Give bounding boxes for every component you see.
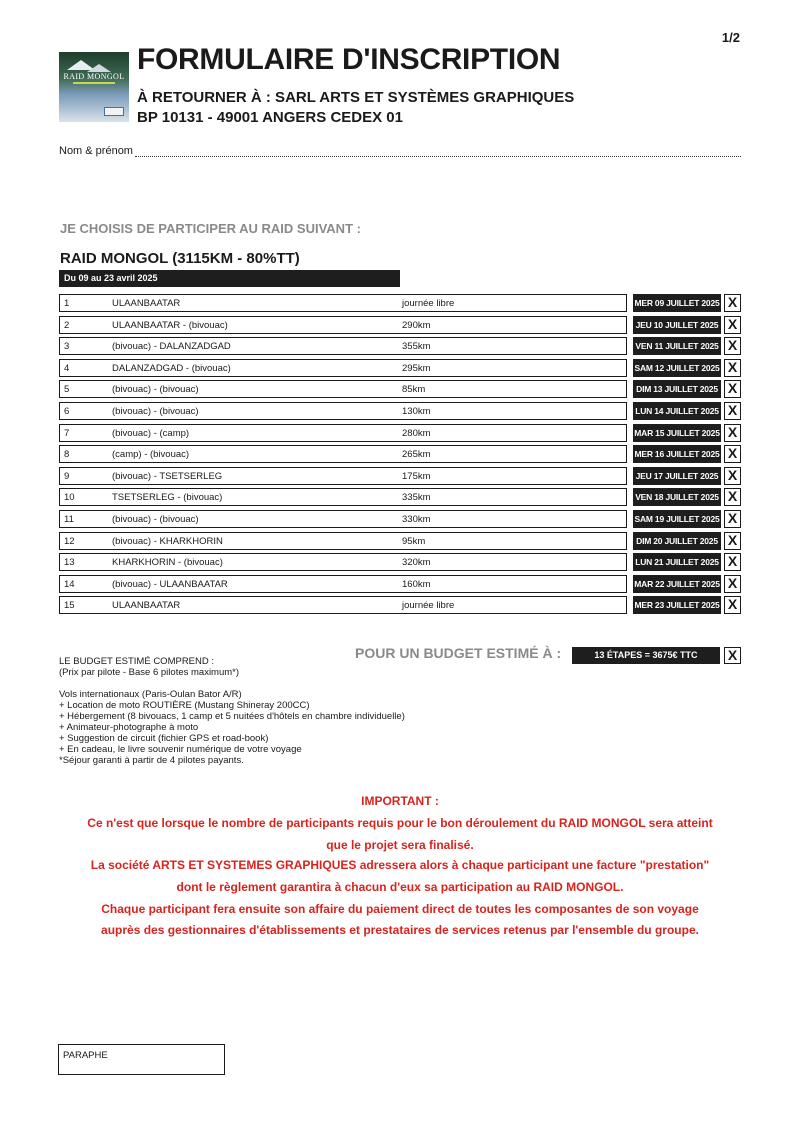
- stage-route: ULAANBAATAR: [112, 600, 181, 611]
- stage-row: [59, 316, 627, 334]
- stage-date: DIM 13 JUILLET 2025: [633, 380, 721, 398]
- includes-item: + Hébergement (8 bivouacs, 1 camp et 5 nuitées d'hôtels en chambre individuelle): [59, 711, 405, 722]
- stage-row: [59, 596, 627, 614]
- stage-checkbox[interactable]: X: [724, 488, 741, 506]
- raid-dates: Du 09 au 23 avril 2025: [59, 270, 400, 287]
- stage-row: [59, 337, 627, 355]
- stage-checkbox[interactable]: X: [724, 359, 741, 377]
- stage-route: DALANZADGAD - (bivouac): [112, 363, 231, 374]
- stage-distance: 160km: [402, 579, 431, 590]
- stage-number: 9: [64, 471, 70, 482]
- stage-date: MAR 15 JUILLET 2025: [633, 424, 721, 442]
- stage-number: 7: [64, 428, 70, 439]
- stage-checkbox[interactable]: X: [724, 337, 741, 355]
- name-field[interactable]: [59, 145, 741, 157]
- raid-mongol-logo: [59, 52, 129, 122]
- stage-checkbox[interactable]: X: [724, 294, 741, 312]
- stage-distance: journée libre: [402, 600, 455, 611]
- stage-date: MER 23 JUILLET 2025: [633, 596, 721, 614]
- stage-date: LUN 14 JUILLET 2025: [633, 402, 721, 420]
- stage-checkbox[interactable]: X: [724, 445, 741, 463]
- stage-distance: 290km: [402, 320, 431, 331]
- important-line: Chaque participant fera ensuite son affaire du paiement direct de toutes les composantes de son voyage: [101, 902, 699, 916]
- includes-subtitle: (Prix par pilote - Base 6 pilotes maximum*): [59, 667, 240, 678]
- stage-checkbox[interactable]: X: [724, 424, 741, 442]
- stage-number: 11: [64, 514, 74, 525]
- return-address-line2: BP 10131 - 49001 ANGERS CEDEX 01: [137, 109, 403, 126]
- stage-number: 14: [64, 579, 75, 590]
- page-title: FORMULAIRE D'INSCRIPTION: [137, 43, 561, 76]
- stage-distance: 280km: [402, 428, 431, 439]
- stage-route: ULAANBAATAR: [112, 298, 181, 309]
- stage-distance: 265km: [402, 449, 431, 460]
- stage-checkbox[interactable]: X: [724, 510, 741, 528]
- page-number: 1/2: [721, 30, 740, 45]
- name-field-label: Nom & prénom: [59, 145, 133, 157]
- important-line: La société ARTS ET SYSTEMES GRAPHIQUES adressera alors à chaque participant une facture "prestation": [90, 858, 710, 872]
- stage-date: MER 16 JUILLET 2025: [633, 445, 721, 463]
- stage-checkbox[interactable]: X: [724, 316, 741, 334]
- stage-route: (bivouac) - (bivouac): [112, 514, 199, 525]
- section-title: JE CHOISIS DE PARTICIPER AU RAID SUIVANT :: [60, 221, 361, 236]
- stage-row: [59, 575, 627, 593]
- stage-row: [59, 467, 627, 485]
- mountain-icon: [87, 64, 111, 72]
- stage-row: [59, 488, 627, 506]
- paraphe-box[interactable]: [58, 1044, 225, 1075]
- includes-title: LE BUDGET ESTIMÉ COMPREND :: [59, 656, 215, 667]
- includes-item: + Animateur-photographe à moto: [59, 722, 199, 733]
- includes-item: *Séjour garanti à partir de 4 pilotes payants.: [59, 755, 244, 766]
- stage-checkbox[interactable]: X: [724, 532, 741, 550]
- stage-route: (bivouac) - (bivouac): [112, 384, 199, 395]
- stage-route: (bivouac) - DALANZADGAD: [112, 341, 231, 352]
- stage-row: [59, 532, 627, 550]
- stage-number: 15: [64, 600, 75, 611]
- stage-distance: 85km: [402, 384, 426, 395]
- stage-row: [59, 424, 627, 442]
- stage-number: 1: [64, 298, 70, 309]
- raid-name: RAID MONGOL (3115KM - 80%TT): [60, 250, 300, 267]
- stage-distance: 295km: [402, 363, 431, 374]
- stage-checkbox[interactable]: X: [724, 575, 741, 593]
- stage-number: 13: [64, 557, 75, 568]
- stage-distance: 355km: [402, 341, 431, 352]
- stage-distance: journée libre: [402, 298, 455, 309]
- stage-number: 6: [64, 406, 70, 417]
- stage-distance: 175km: [402, 471, 431, 482]
- stage-distance: 335km: [402, 492, 431, 503]
- stage-date: MAR 22 JUILLET 2025: [633, 575, 721, 593]
- stage-date: LUN 21 JUILLET 2025: [633, 553, 721, 571]
- stage-row: [59, 445, 627, 463]
- budget-checkbox[interactable]: X: [724, 647, 741, 664]
- stage-checkbox[interactable]: X: [724, 467, 741, 485]
- name-field-line[interactable]: [135, 146, 741, 157]
- stage-date: SAM 19 JUILLET 2025: [633, 510, 721, 528]
- stage-checkbox[interactable]: X: [724, 380, 741, 398]
- important-title: IMPORTANT :: [361, 794, 439, 808]
- stage-checkbox[interactable]: X: [724, 553, 741, 571]
- stage-distance: 330km: [402, 514, 431, 525]
- important-line: auprès des gestionnaires d'établissements et prestataires de services retenus par l'ensemble du groupe.: [101, 923, 699, 937]
- includes-item: Vols internationaux (Paris-Oulan Bator A/R): [59, 689, 242, 700]
- stage-number: 5: [64, 384, 70, 395]
- stage-route: (bivouac) - KHARKHORIN: [112, 536, 223, 547]
- return-address-line1: À RETOURNER À : SARL ARTS ET SYSTÈMES GRAPHIQUES: [137, 89, 575, 106]
- stage-date: VEN 11 JUILLET 2025: [633, 337, 721, 355]
- stage-route: (camp) - (bivouac): [112, 449, 190, 460]
- stage-distance: 130km: [402, 406, 431, 417]
- stage-number: 12: [64, 536, 75, 547]
- budget-label: POUR UN BUDGET ESTIMÉ À :: [355, 645, 562, 661]
- stage-number: 4: [64, 363, 70, 374]
- includes-item: + En cadeau, le livre souvenir numérique de votre voyage: [59, 744, 302, 755]
- stage-checkbox[interactable]: X: [724, 402, 741, 420]
- stage-distance: 320km: [402, 557, 431, 568]
- stage-route: ULAANBAATAR - (bivouac): [112, 320, 228, 331]
- includes-item: + Location de moto ROUTIÈRE (Mustang Shineray 200CC): [59, 700, 310, 711]
- includes-item: + Suggestion de circuit (fichier GPS et road-book): [59, 733, 269, 744]
- stage-route: (bivouac) - ULAANBAATAR: [112, 579, 228, 590]
- stage-route: (bivouac) - (camp): [112, 428, 190, 439]
- stage-number: 2: [64, 320, 70, 331]
- stage-date: MER 09 JUILLET 2025: [633, 294, 721, 312]
- stage-checkbox[interactable]: X: [724, 596, 741, 614]
- stage-date: VEN 18 JUILLET 2025: [633, 488, 721, 506]
- stage-number: 3: [64, 341, 70, 352]
- stage-row: [59, 402, 627, 420]
- stage-date: JEU 10 JUILLET 2025: [633, 316, 721, 334]
- important-line: Ce n'est que lorsque le nombre de participants requis pour le bon déroulement du RAID MONGOL sera atteint: [87, 816, 713, 830]
- stage-route: KHARKHORIN - (bivouac): [112, 557, 223, 568]
- stage-number: 8: [64, 449, 70, 460]
- important-line: que le projet sera finalisé.: [326, 838, 474, 852]
- stage-date: DIM 20 JUILLET 2025: [633, 532, 721, 550]
- stage-row: [59, 294, 627, 312]
- stage-number: 10: [64, 492, 75, 503]
- budget-includes: [59, 656, 405, 766]
- budget-value: 13 ÉTAPES = 3675€ TTC: [572, 647, 720, 664]
- stage-date: JEU 17 JUILLET 2025: [633, 467, 721, 485]
- logo-underline: [73, 82, 115, 84]
- logo-text: RAID MONGOL: [63, 72, 125, 81]
- stage-distance: 95km: [402, 536, 426, 547]
- stage-route: TSETSERLEG - (bivouac): [112, 492, 223, 503]
- stage-row: [59, 510, 627, 528]
- stage-row: [59, 359, 627, 377]
- logo-badge-icon: [104, 107, 124, 116]
- stage-row: [59, 380, 627, 398]
- stage-route: (bivouac) - (bivouac): [112, 406, 199, 417]
- stage-route: (bivouac) - TSETSERLEG: [112, 471, 223, 482]
- stage-row: [59, 553, 627, 571]
- stage-date: SAM 12 JUILLET 2025: [633, 359, 721, 377]
- important-line: dont le règlement garantira à chacun d'eux sa participation au RAID MONGOL.: [176, 880, 624, 894]
- paraphe-label: PARAPHE: [63, 1050, 108, 1061]
